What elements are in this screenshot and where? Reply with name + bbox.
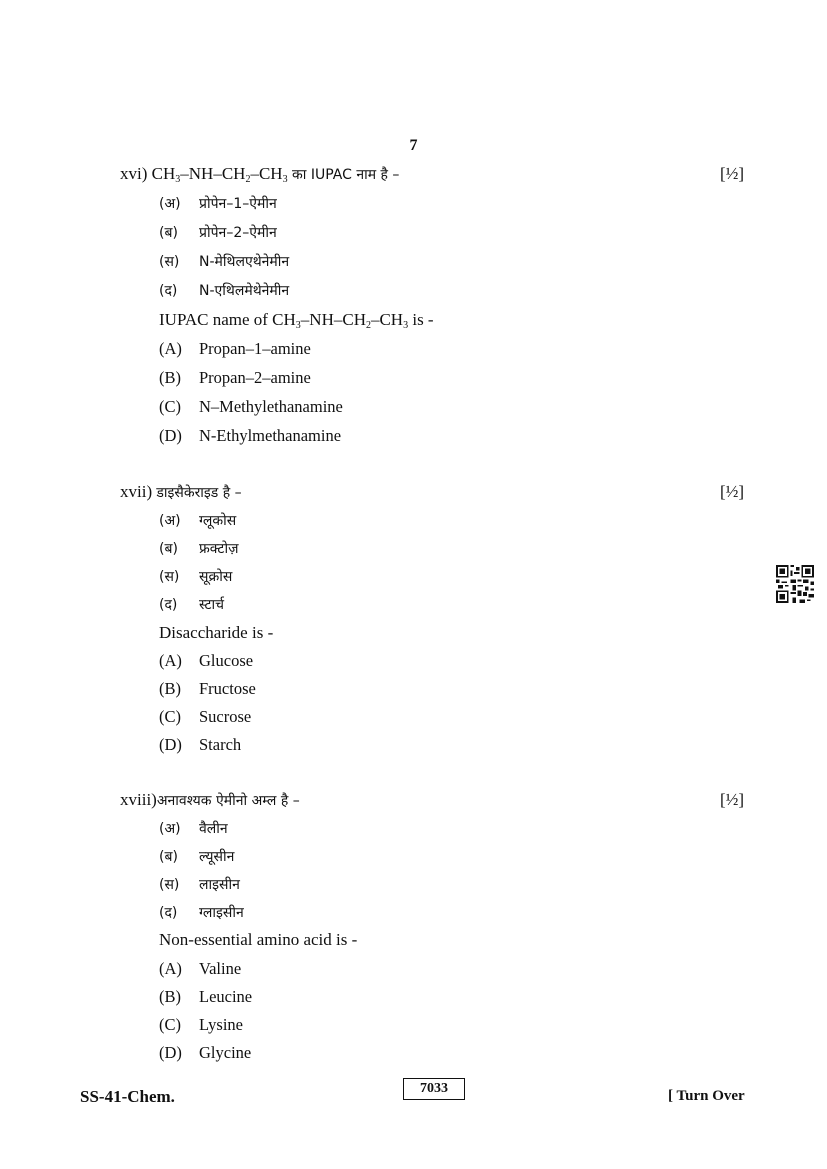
question-16-english-option-a: (A) Propan–1–amine [159,339,311,358]
question-16-hindi-option-d: (द) N-एथिलमेथेनेमीन [159,283,290,299]
question-18-hindi-option-c: (स) लाइसीन [159,877,240,893]
question-18-number: xviii) [120,790,157,809]
question-17-hindi-option-d: (द) स्टार्च [159,597,225,613]
question-17-hindi-stem: xvii) डाइसैकेराइड है – [120,482,242,501]
question-18-english-option-d: (D) Glycine [159,1043,252,1062]
question-17-english-option-d: (D) Starch [159,735,242,754]
question-17-english-option-b: (B) Fructose [159,679,256,698]
question-17-number: xvii) [120,482,153,501]
question-16-hindi-stem: xvi) $CH_3-NH-CH_2-CH_3$ का IUPAC नाम है – [120,164,400,185]
qr-code [776,565,814,603]
question-18-english-option-c: (C) Lysine [159,1015,243,1034]
paper-code: SS-41-Chem. [80,1087,175,1106]
question-16-number: xvi) [120,164,148,183]
question-16-english-option-b: (B) Propan–2–amine [159,368,311,387]
question-17-hindi-option-c: (स) सूक्रोस [159,569,233,585]
page-number: 7 [409,137,418,154]
question-17-marks: [½] [720,482,745,501]
question-17-english-option-a: (A) Glucose [159,651,254,670]
question-18-english-option-a: (A) Valine [159,959,242,978]
question-17-english-option-c: (C) Sucrose [159,707,252,726]
question-18-hindi-option-a: (अ) वैलीन [159,821,228,837]
question-18-hindi-option-d: (द) ग्लाइसीन [159,905,244,921]
question-18-english-stem: Non-essential amino acid is - [159,930,358,949]
question-16-english-stem: IUPAC name of $CH_3-NH-CH_2-CH_3$ is - [159,310,434,331]
question-17-hindi-option-b: (ब) फ्रक्टोज़ [159,541,239,557]
question-18-english-option-b: (B) Leucine [159,987,253,1006]
question-17-hindi-option-a: (अ) ग्लूकोस [159,513,237,529]
question-18-hindi-option-b: (ब) ल्यूसीन [159,849,235,865]
question-17-english-stem: Disaccharide is - [159,623,274,642]
question-18-hindi-stem: xviii)अनावश्यक ऐमीनो अम्ल है – [120,790,300,809]
question-16-english-option-c: (C) N–Methylethanamine [159,397,343,416]
turn-over-label: [ Turn Over [668,1088,745,1104]
question-16-english-option-d: (D) N-Ethylmethanamine [159,426,342,445]
question-16-hindi-option-c: (स) N-मेथिलएथेनेमीन [159,254,290,270]
question-16-hindi-option-b: (ब) प्रोपेन–2–ऐमीन [159,225,277,241]
booklet-code-box: 7033 [403,1078,465,1100]
question-18-marks: [½] [720,790,745,809]
question-16-hindi-option-a: (अ) प्रोपेन–1–ऐमीन [159,196,277,212]
question-16-marks: [½] [720,164,745,183]
